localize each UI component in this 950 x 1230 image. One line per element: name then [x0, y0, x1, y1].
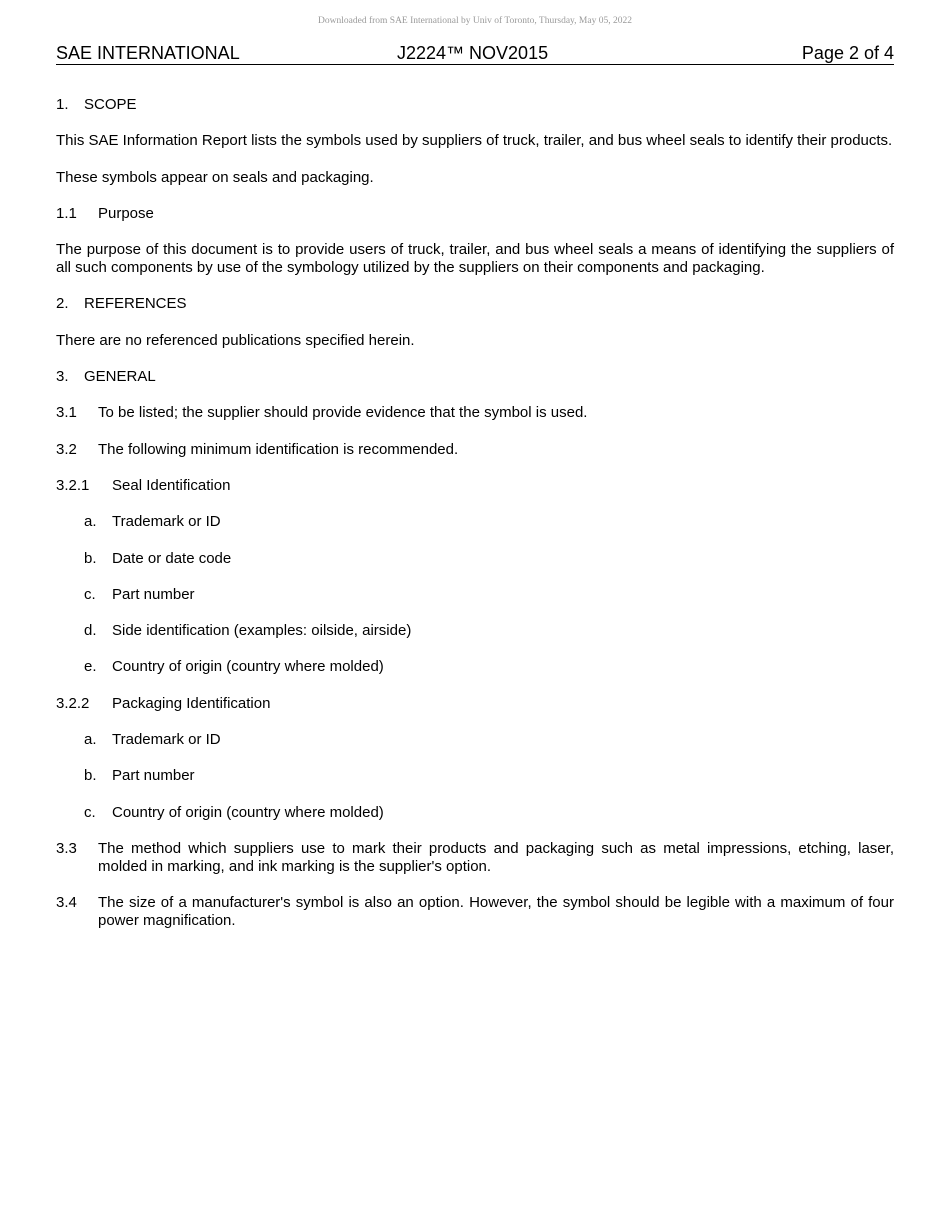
section-number: 1.	[56, 96, 69, 113]
section-heading-purpose	[56, 205, 894, 223]
list-text: Date or date code	[112, 549, 232, 567]
document-body	[56, 96, 894, 930]
list-item	[56, 731, 894, 749]
clause-text: To be listed; the supplier should provide evidence that the symbol is used.	[98, 404, 588, 422]
list-item	[56, 804, 894, 822]
clause-number: 3.4	[56, 894, 77, 912]
scope-paragraph-2: These symbols appear on seals and packaging.	[56, 168, 374, 186]
section-title: REFERENCES	[84, 295, 187, 313]
clause-title: Packaging Identification	[112, 694, 271, 712]
list-letter: e.	[84, 658, 97, 676]
section-title: SCOPE	[84, 96, 137, 113]
list-letter: a.	[84, 513, 97, 531]
list-item	[56, 550, 894, 568]
list-text: Trademark or ID	[112, 513, 221, 531]
list-item	[56, 658, 894, 676]
clause-number: 3.2.1	[56, 476, 90, 494]
clause-number: 3.1	[56, 404, 77, 422]
section-title: GENERAL	[84, 368, 156, 386]
clause-3-2-1	[56, 477, 894, 495]
clause-3-4	[56, 894, 894, 930]
clause-text: The size of a manufacturer's symbol is also an option. However, the symbol should be legible with a maximum of four power magnification.	[98, 894, 894, 930]
clause-number: 3.3	[56, 839, 77, 857]
section-heading-scope	[56, 96, 894, 114]
clause-3-3	[56, 840, 894, 876]
clause-number: 3.2.2	[56, 694, 90, 712]
list-text: Part number	[112, 767, 195, 785]
list-text: Country of origin (country where molded)	[112, 658, 384, 676]
list-item	[56, 513, 894, 531]
purpose-paragraph: The purpose of this document is to provide users of truck, trailer, and bus wheel seals a means of identifying the suppliers of all such components by use of the symbology utilized by the suppliers on their components and packaging.	[56, 241, 894, 277]
list-item	[56, 622, 894, 640]
download-watermark: Downloaded from SAE International by Univ of Toronto, Thursday, May 05, 2022	[318, 16, 632, 26]
section-number: 1.1	[56, 204, 77, 222]
list-letter: c.	[84, 803, 96, 821]
list-item	[56, 767, 894, 785]
clause-3-2-2	[56, 695, 894, 713]
list-letter: b.	[84, 767, 97, 785]
clause-text: The following minimum identification is recommended.	[98, 440, 459, 458]
section-number: 2.	[56, 295, 69, 313]
list-text: Part number	[112, 585, 195, 603]
section-heading-references	[56, 295, 894, 313]
section-title: Purpose	[98, 204, 154, 222]
clause-text: The method which suppliers use to mark their products and packaging such as metal impressions, etching, laser, molded in marking, and ink marking is the supplier's option.	[98, 839, 894, 875]
clause-number: 3.2	[56, 440, 77, 458]
section-number: 3.	[56, 368, 69, 386]
header-doc-id: J2224™ NOV2015	[397, 43, 549, 63]
list-letter: b.	[84, 549, 97, 567]
clause-3-1	[56, 404, 894, 422]
references-paragraph: There are no referenced publications specified herein.	[56, 331, 415, 349]
list-text: Side identification (examples: oilside, airside)	[112, 622, 412, 640]
list-letter: c.	[84, 585, 96, 603]
clause-3-2	[56, 441, 894, 459]
list-text: Country of origin (country where molded)	[112, 803, 384, 821]
scope-paragraph-1: This SAE Information Report lists the symbols used by suppliers of truck, trailer, and bus wheel seals to identify their products.	[56, 132, 893, 150]
list-text: Trademark or ID	[112, 731, 221, 749]
page-header	[56, 43, 894, 65]
list-item	[56, 586, 894, 604]
section-heading-general	[56, 368, 894, 386]
clause-title: Seal Identification	[112, 476, 231, 494]
list-letter: a.	[84, 731, 97, 749]
header-page-number: Page 2 of 4	[801, 43, 894, 63]
header-org: SAE INTERNATIONAL	[56, 43, 240, 63]
list-letter: d.	[84, 622, 97, 640]
